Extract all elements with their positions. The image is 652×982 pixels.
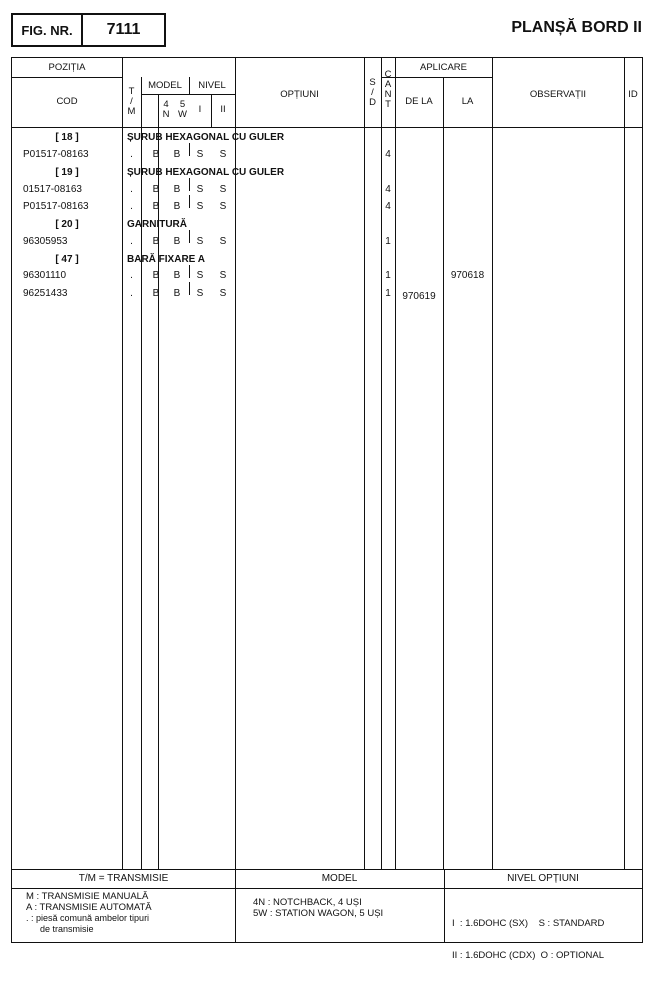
- header-model-4n: 4 N: [162, 99, 170, 120]
- tm-value: .: [130, 288, 133, 299]
- model-5w-value: B: [173, 184, 181, 195]
- header-nivel: NIVEL: [198, 80, 226, 91]
- model-4n-value: B: [152, 288, 160, 299]
- divider: [122, 58, 123, 869]
- nivel-ii-value: S: [219, 149, 227, 160]
- applies-to-value: 970618: [450, 270, 485, 281]
- parts-table: [11, 57, 643, 961]
- divider: [189, 143, 190, 156]
- header-cod: COD: [56, 96, 78, 107]
- footer-tm-legend: M : TRANSMISIE MANUALĂ A : TRANSMISIE AUTOMATĂ . : piesă comună ambelor tipuri de transmisie: [26, 891, 152, 934]
- divider: [235, 58, 236, 869]
- model-5w-value: B: [173, 270, 181, 281]
- divider: [141, 94, 235, 95]
- part-code: 01517-08163: [23, 184, 82, 195]
- divider: [12, 77, 122, 78]
- part-code: 96305953: [23, 236, 68, 247]
- model-4n-value: B: [152, 149, 160, 160]
- divider: [189, 265, 190, 278]
- nivel-i-value: S: [196, 184, 204, 195]
- header-optiuni: OPȚIUNI: [280, 89, 319, 100]
- sheet-title: PLANȘĂ BORD II: [511, 19, 642, 36]
- model-4n-value: B: [152, 201, 160, 212]
- figure-label: FIG. NR.: [13, 15, 83, 45]
- figure-number: 7111: [106, 21, 141, 38]
- nivel-ii-value: S: [219, 184, 227, 195]
- model-4n-value: B: [152, 184, 160, 195]
- quantity-value: 1: [385, 236, 391, 247]
- header-sd: S / D: [369, 77, 376, 108]
- quantity-value: 1: [385, 288, 391, 299]
- applies-from-value: 970619: [402, 291, 436, 302]
- divider: [624, 58, 625, 869]
- header-pozitia: POZIȚIA: [48, 62, 86, 73]
- footer-tm-title: T/M = TRANSMISIE: [78, 873, 169, 884]
- part-code: 96301110: [23, 270, 67, 281]
- header-aplicare: APLICARE: [420, 62, 467, 73]
- quantity-value: 4: [385, 184, 391, 195]
- model-4n-value: B: [152, 270, 160, 281]
- position-label: [ 18 ]: [55, 132, 79, 143]
- divider: [364, 58, 365, 869]
- part-code: P01517-08163: [23, 149, 89, 160]
- header-model: MODEL: [148, 80, 182, 91]
- divider: [189, 178, 190, 191]
- part-description: ȘURUB HEXAGONAL CU GULER: [127, 132, 285, 143]
- quantity-value: 1: [385, 270, 391, 281]
- part-description: GARNITURĂ: [127, 219, 187, 230]
- divider: [381, 58, 382, 869]
- model-5w-value: B: [173, 236, 181, 247]
- nivel-ii-value: S: [219, 288, 227, 299]
- model-5w-value: B: [173, 288, 181, 299]
- nivel-i-value: S: [196, 270, 204, 281]
- quantity-value: 4: [385, 201, 391, 212]
- tm-value: .: [130, 270, 133, 281]
- header-de-la: DE LA: [405, 96, 433, 107]
- footer-model-legend: 4N : NOTCHBACK, 4 UȘI 5W : STATION WAGON, 5 UȘI: [253, 897, 384, 919]
- nivel-ii-value: S: [219, 201, 227, 212]
- part-description: ȘURUB HEXAGONAL CU GULER: [127, 167, 285, 178]
- header-bottom-divider: [12, 127, 642, 128]
- footer-nivel-title: NIVEL OPȚIUNI: [507, 873, 579, 884]
- footer-top-divider: [12, 869, 642, 870]
- header-nivel-ii: II: [220, 104, 226, 115]
- tm-value: .: [130, 201, 133, 212]
- header-id: ID: [628, 89, 638, 100]
- nivel-i-value: S: [196, 236, 204, 247]
- divider: [189, 282, 190, 295]
- position-label: [ 47 ]: [55, 254, 79, 265]
- divider: [381, 77, 492, 78]
- header-model-5w: 5 W: [178, 99, 187, 120]
- model-4n-value: B: [152, 236, 160, 247]
- footer-title-divider: [12, 888, 642, 889]
- divider: [189, 230, 190, 243]
- nivel-i-value: S: [196, 149, 204, 160]
- header-tm: T / M: [127, 86, 136, 117]
- footer-model-title: MODEL: [321, 873, 358, 884]
- divider: [443, 77, 444, 869]
- header-cant: C A N T: [384, 69, 392, 110]
- divider: [395, 58, 396, 869]
- position-label: [ 20 ]: [55, 219, 79, 230]
- nivel-ii-value: S: [219, 236, 227, 247]
- part-code: 96251433: [23, 288, 68, 299]
- nivel-i-value: S: [196, 288, 204, 299]
- nivel-i-value: S: [196, 201, 204, 212]
- footer-nivel-legend: I : 1.6DOHC (SX) S : STANDARD II : 1.6DOHC (CDX) O : OPTIONAL: [452, 918, 605, 961]
- header-observatii: OBSERVAȚII: [529, 89, 587, 100]
- divider: [492, 58, 493, 869]
- tm-value: .: [130, 236, 133, 247]
- tm-value: .: [130, 149, 133, 160]
- header-nivel-i: I: [198, 104, 202, 115]
- position-label: [ 19 ]: [55, 167, 79, 178]
- model-5w-value: B: [173, 201, 181, 212]
- quantity-value: 4: [385, 149, 391, 160]
- model-5w-value: B: [173, 149, 181, 160]
- figure-number-box: [11, 13, 166, 47]
- header-la: LA: [461, 96, 474, 107]
- part-code: P01517-08163: [23, 201, 89, 212]
- divider: [141, 77, 142, 869]
- divider: [189, 195, 190, 208]
- nivel-ii-value: S: [219, 270, 227, 281]
- part-description: BARĂ FIXARE A: [127, 254, 205, 265]
- tm-value: .: [130, 184, 133, 195]
